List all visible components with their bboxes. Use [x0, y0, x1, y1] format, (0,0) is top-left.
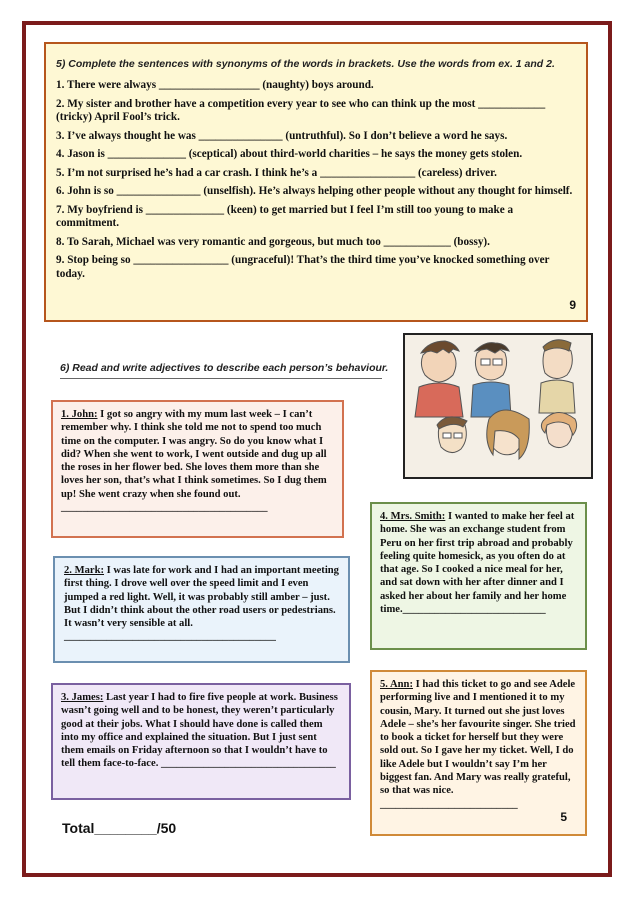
exercise-6-instruction: 6) Read and write adjectives to describe each person’s behaviour.	[60, 362, 389, 374]
exercise-6-underline	[60, 378, 382, 379]
total-score: Total________/50	[62, 820, 177, 836]
exercise-5-item-5: 5. I’m not surprised he’s had a car crash. I think he’s a _________________ (careless) driver.	[56, 166, 497, 179]
james-story-box	[51, 683, 351, 800]
exercise-5-item-4: 4. Jason is ______________ (sceptical) about third-world charities – he says the money gets stolen.	[56, 148, 523, 160]
mark-story-box	[53, 556, 350, 663]
ann-story-box	[370, 670, 587, 836]
exercise-5-item-9: 9. Stop being so _________________ (ungraceful)! That’s the third time you’ve knocked something over today.	[56, 254, 550, 280]
ann-label: 5. Ann:	[380, 679, 413, 690]
exercise-5-box	[44, 42, 588, 322]
mrs-smith-story-box	[370, 502, 587, 650]
john-story-box	[51, 400, 344, 538]
exercise-5-instruction: 5) Complete the sentences with synonyms of the words in brackets. Use the words from ex. 1 and 2.	[56, 58, 555, 70]
characters-illustration	[403, 333, 593, 479]
james-text: Last year I had to fire five people at work. Business wasn’t going well and to be honest, they weren’t particularly good at their jobs. What I should have done is called them into my office and explained the situation. But I just sent them emails on Friday afternoon so that I wouldn’t have to tell them face-to-face. _________________________________	[61, 692, 338, 770]
mark-label: 2. Mark:	[64, 565, 105, 576]
ann-answer-blank[interactable]: __________________________	[380, 798, 518, 810]
john-text: I got so angry with my mum last week – I can’t remember why. I think she told me not to spend too much time on the computer. I was angry. So do you know what I did? When she went to work, I went outside and dug up all the roses in her flower bed. She loves them more than she loves her son, that’s what I think sometimes. So I dug them up! She went crazy when she found out.	[61, 409, 327, 500]
exercise-5-item-3: 3. I’ve always thought he was _______________ (untruthful). So I don’t believe a word he says.	[56, 129, 508, 142]
james-label: 3. James:	[61, 692, 104, 703]
john-answer-blank[interactable]: _______________________________________	[61, 502, 268, 514]
mark-text: I was late for work and I had an important meeting first thing. I drove well over the speed limit and I even jumped a red light. Well, it was probably still amber – just. But I didn’t think about the other road users or pedestrians. It wasn’t very sensible at all. ________________________________________	[64, 565, 339, 643]
john-label: 1. John:	[61, 409, 98, 420]
exercise-6-score: 5	[560, 809, 567, 824]
ann-text: I had this ticket to go and see Adele performing live and I mentioned it to my cousin, Mary. It turned out she just loves Adele – she’s her favourite singer. She tried to book a ticket for herself but they were sold out. So I gave her my ticket. Well, I do like Adele but I wouldn’t say I’m her biggest fan. And Mary was really grateful, so that was nice.	[380, 679, 576, 797]
mrs-smith-text: I wanted to make her feel at home. She was an exchange student from Peru on her first trip abroad and probably feeling quite homesick, as you often do at that age. So I cooked a nice meal for her, and sat down with her after dinner and I asked her about her family and her home time.___________________________	[380, 511, 575, 616]
character-sketches-image	[405, 335, 591, 477]
mrs-smith-label: 4. Mrs. Smith:	[380, 511, 446, 522]
exercise-5-item-8: 8. To Sarah, Michael was very romantic and gorgeous, but much too ____________ (bossy).	[56, 235, 490, 248]
exercise-5-item-1: 1. There were always __________________ (naughty) boys around.	[56, 79, 374, 91]
exercise-5-item-6: 6. John is so _______________ (unselfish). He’s always helping other people without any thought for himself.	[56, 185, 573, 197]
exercise-5-item-7: 7. My boyfriend is ______________ (keen) to get married but I feel I’m still too young to make a commitment.	[56, 203, 514, 229]
exercise-5-item-2: 2. My sister and brother have a competition every year to see who can think up the most ____________ (tricky) April Fool’s trick.	[56, 97, 546, 123]
exercise-5-score: 9	[569, 298, 576, 312]
